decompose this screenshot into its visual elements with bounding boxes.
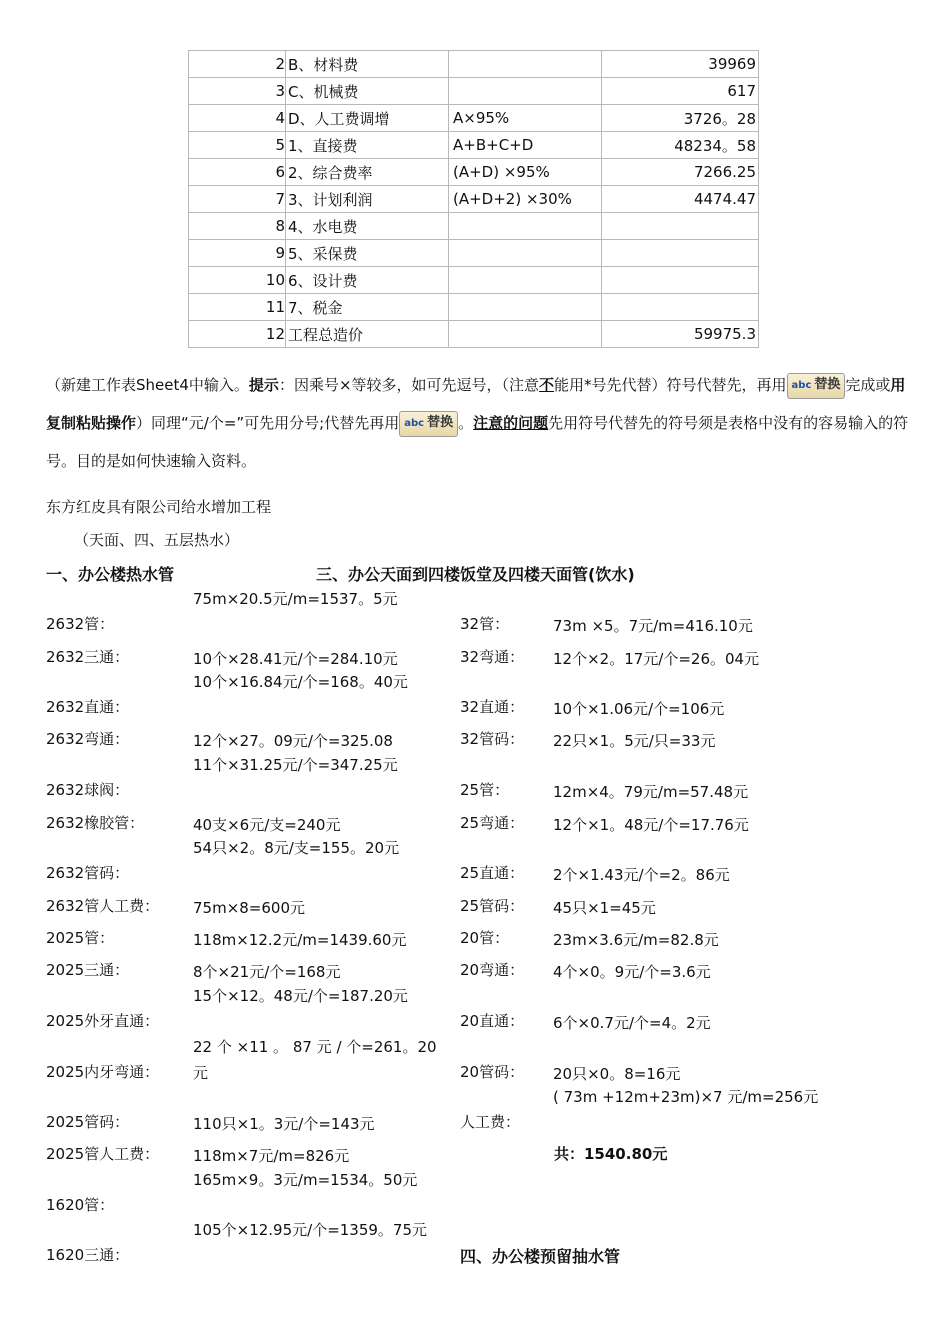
item-value: ( 73m +12m+23m)×7 元/m=256元: [553, 1088, 819, 1106]
hint-note: [46, 366, 912, 480]
note-text-2: ：因乘号×等较多，如可先逗号，（注意: [278, 376, 540, 394]
row-amount: [602, 213, 759, 240]
item-label: 25弯通：: [460, 814, 525, 832]
item-value: 10个×16.84元/个=168。40元: [193, 673, 408, 691]
replace-icon: abc: [791, 379, 812, 391]
row-item-name: 3、计划利润: [286, 186, 449, 213]
item-label: 2632三通：: [46, 648, 130, 666]
item-value: 23m×3.6元/m=82.8元: [553, 931, 719, 949]
item-value: 4个×0。9元/个=3.6元: [553, 963, 711, 981]
item-value: 11个×31.25元/个=347.25元: [193, 756, 398, 774]
table-row: [189, 105, 759, 132]
row-formula: [449, 240, 602, 267]
item-value: 20只×0。8=16元: [553, 1065, 681, 1083]
item-value: 118m×7元/m=826元: [193, 1147, 350, 1165]
item-label: 2632弯通：: [46, 730, 130, 748]
row-formula: A×95%: [449, 105, 602, 132]
item-label: 2025内牙弯通：: [46, 1063, 160, 1081]
section-4-heading: 四、办公楼预留抽水管: [460, 1247, 621, 1266]
row-item-name: 工程总造价: [286, 321, 449, 348]
replace-icon: abc: [404, 417, 425, 429]
row-item-name: 4、水电费: [286, 213, 449, 240]
row-number: 5: [189, 132, 286, 159]
row-amount: 59975.3: [602, 321, 759, 348]
row-amount: 7266.25: [602, 159, 759, 186]
replace-button-label: 替换: [814, 376, 841, 392]
replace-button-2[interactable]: [399, 411, 458, 437]
note-not: 不: [539, 376, 555, 394]
note-hint-label: 提示: [248, 376, 279, 394]
table-row: [189, 267, 759, 294]
item-value: 165m×9。3元/m=1534。50元: [193, 1171, 418, 1189]
table-row: [189, 294, 759, 321]
item-value: 12m×4。79元/m=57.48元: [553, 783, 749, 801]
project-subtitle: （天面、四、五层热水）: [74, 531, 240, 549]
row-item-name: C、机械费: [286, 78, 449, 105]
item-label: 32管码：: [460, 730, 525, 748]
item-value: 12个×27。09元/个=325.08: [193, 732, 393, 750]
item-value: 12个×2。17元/个=26。04元: [553, 650, 760, 668]
item-label: 2632管人工费：: [46, 897, 160, 915]
row-number: 7: [189, 186, 286, 213]
section-3-heading: 三、办公天面到四楼饭堂及四楼天面管(饮水): [316, 565, 635, 584]
item-label: 32直通：: [460, 698, 525, 716]
note-text-5: ）同理“元/个=”可先用分号;代替先再用: [136, 414, 400, 432]
row-item-name: 5、采保费: [286, 240, 449, 267]
item-value: 73m ×5。7元/m=416.10元: [553, 617, 753, 635]
item-label: 2632管：: [46, 615, 115, 633]
item-label: 25管：: [460, 781, 510, 799]
row-formula: [449, 213, 602, 240]
row-number: 10: [189, 267, 286, 294]
row-amount: [602, 240, 759, 267]
cost-table: [188, 50, 759, 348]
replace-button[interactable]: [787, 373, 846, 399]
row-formula: [449, 321, 602, 348]
item-value: 105个×12.95元/个=1359。75元: [193, 1221, 428, 1239]
item-label: 32弯通：: [460, 648, 525, 666]
note-text-1: （新建工作表Sheet4中输入。: [46, 376, 249, 394]
table-row: [189, 240, 759, 267]
row-formula: (A+D+2) ×30%: [449, 186, 602, 213]
row-amount: 48234。58: [602, 132, 759, 159]
item-value: 15个×12。48元/个=187.20元: [193, 987, 408, 1005]
row-amount: 3726。28: [602, 105, 759, 132]
row-formula: [449, 78, 602, 105]
note-text-3: 能用*号先代替）符号代替先，再用: [554, 376, 787, 394]
row-number: 11: [189, 294, 286, 321]
item-label: 20管：: [460, 929, 510, 947]
item-value: 22 个 ×11 。 87 元 / 个=261。20元: [193, 1038, 437, 1082]
item-value: 12个×1。48元/个=17.76元: [553, 816, 749, 834]
row-number: 8: [189, 213, 286, 240]
replace-button-label: 替换: [427, 414, 454, 430]
row-amount: [602, 294, 759, 321]
row-number: 2: [189, 51, 286, 78]
item-label: 2025外牙直通：: [46, 1012, 160, 1030]
section-3-total: 共：1540.80元: [554, 1145, 668, 1163]
item-value: 45只×1=45元: [553, 899, 656, 917]
note-text-7: 先用符号代替先的符号须是表格中没有的容易输入的符号。目的是如何快速输入资料。: [46, 414, 909, 470]
row-number: 4: [189, 105, 286, 132]
row-item-name: D、人工费调增: [286, 105, 449, 132]
item-label: 2632直通：: [46, 698, 130, 716]
table-row: [189, 159, 759, 186]
row-amount: 39969: [602, 51, 759, 78]
note-text-4: 完成或: [845, 376, 891, 394]
table-row: [189, 132, 759, 159]
project-title: 东方红皮具有限公司给水增加工程: [46, 498, 272, 516]
item-value: 2个×1.43元/个=2。86元: [553, 866, 730, 884]
item-label: 25直通：: [460, 864, 525, 882]
row-item-name: 7、税金: [286, 294, 449, 321]
table-row: [189, 78, 759, 105]
row-formula: A+B+C+D: [449, 132, 602, 159]
row-formula: [449, 294, 602, 321]
item-label: 2632管码：: [46, 864, 130, 882]
row-number: 9: [189, 240, 286, 267]
row-amount: [602, 267, 759, 294]
table-row: [189, 186, 759, 213]
row-item-name: 6、设计费: [286, 267, 449, 294]
row-formula: [449, 51, 602, 78]
table-row: [189, 213, 759, 240]
item-value: 10个×28.41元/个=284.10元: [193, 650, 398, 668]
item-label: 2025三通：: [46, 961, 130, 979]
item-label: 20直通：: [460, 1012, 525, 1030]
row-formula: (A+D) ×95%: [449, 159, 602, 186]
section-1-heading: 一、办公楼热水管: [46, 565, 175, 584]
note-text-6: 。: [458, 414, 474, 432]
item-value: 75m×8=600元: [193, 899, 306, 917]
row-item-name: 1、直接费: [286, 132, 449, 159]
row-formula: [449, 267, 602, 294]
item-value: 22只×1。5元/只=33元: [553, 732, 716, 750]
item-label: 20管码：: [460, 1063, 525, 1081]
item-label: 2632球阀：: [46, 781, 130, 799]
row-amount: 617: [602, 78, 759, 105]
row-item-name: 2、综合费率: [286, 159, 449, 186]
item-value: 8个×21元/个=168元: [193, 963, 341, 981]
item-label: 2025管码：: [46, 1113, 130, 1131]
item-label: 1620管：: [46, 1196, 115, 1214]
item-label: 20弯通：: [460, 961, 525, 979]
item-value: 110只×1。3元/个=143元: [193, 1115, 375, 1133]
row-item-name: B、材料费: [286, 51, 449, 78]
table-row: [189, 51, 759, 78]
note-copy-paste: 用复制粘贴操作: [46, 376, 906, 432]
row-amount: 4474.47: [602, 186, 759, 213]
row-number: 6: [189, 159, 286, 186]
item-value: 40支×6元/支=240元: [193, 816, 341, 834]
item-value: 118m×12.2元/m=1439.60元: [193, 931, 407, 949]
item-value: 54只×2。8元/支=155。20元: [193, 839, 400, 857]
item-label: 2632橡胶管：: [46, 814, 145, 832]
item-value: 75m×20.5元/m=1537。5元: [193, 590, 398, 608]
table-row: [189, 321, 759, 348]
note-attention: 注意的问题: [473, 414, 549, 432]
row-number: 12: [189, 321, 286, 348]
item-label: 2025管：: [46, 929, 115, 947]
item-label: 2025管人工费：: [46, 1145, 160, 1163]
item-value: 6个×0.7元/个=4。2元: [553, 1014, 711, 1032]
row-number: 3: [189, 78, 286, 105]
item-label: 32管：: [460, 615, 510, 633]
item-value: 10个×1.06元/个=106元: [553, 700, 725, 718]
item-label: 25管码：: [460, 897, 525, 915]
item-label: 1620三通：: [46, 1246, 130, 1264]
item-label: 人工费：: [460, 1113, 521, 1131]
